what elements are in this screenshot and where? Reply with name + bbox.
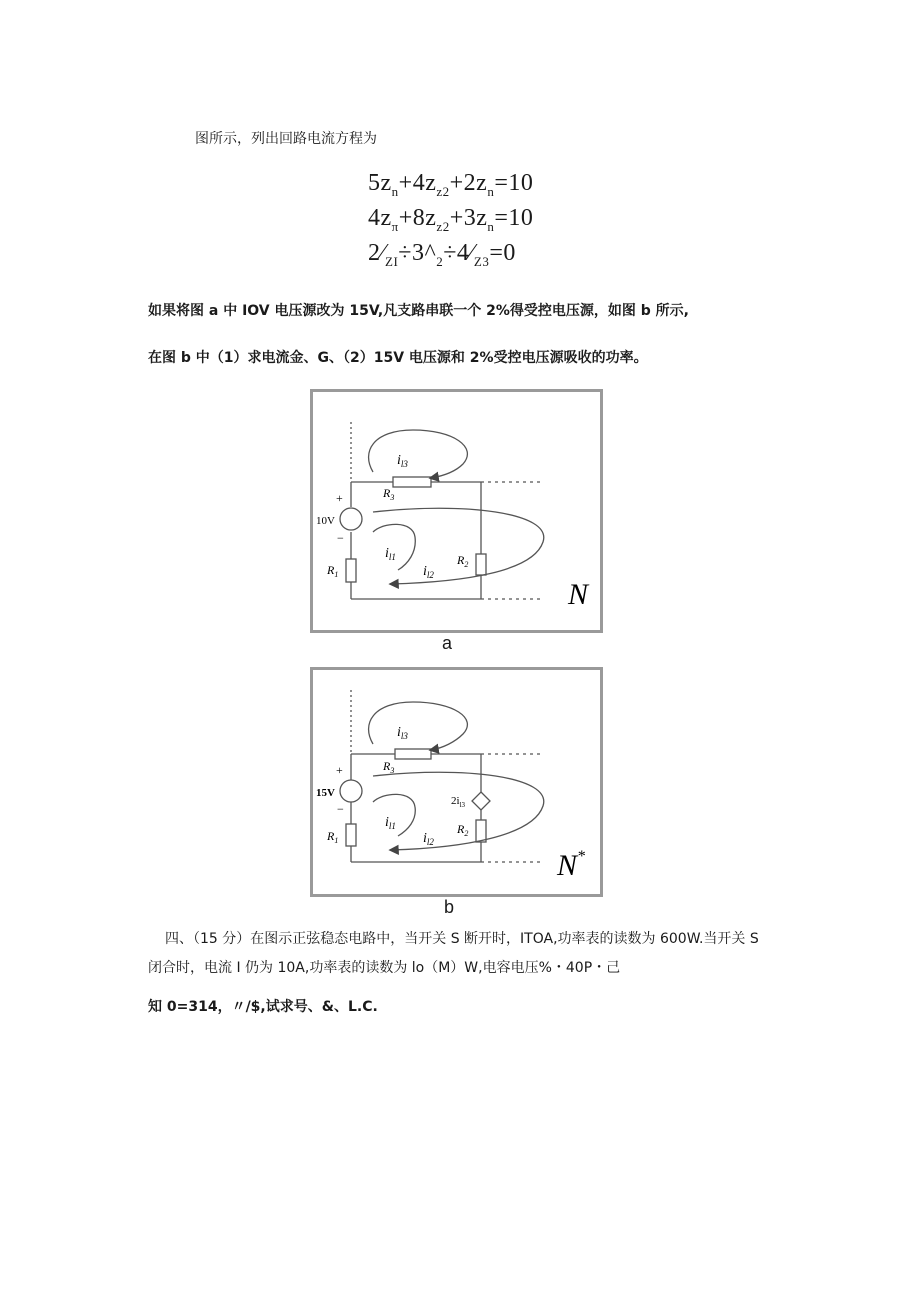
loop-l2-label: $i_{l2}$ [423,564,434,580]
r1-box [346,824,356,846]
loop-l1-label: $i_{l1}$ [385,546,396,562]
figure-b [310,667,603,897]
paragraph-1: 如果将图 a 中 IOV 电压源改为 15V,凡支路串联一个 2%得受控电压源，如图 b 所示, [148,303,689,319]
question-4-line-3: 知 0=314，〃/$,试求号、&、L.C. [148,999,378,1015]
r3-box [395,749,431,759]
plus-sign: + [336,763,343,777]
r3-label: $R_3$ [383,486,395,502]
circuit-a [313,392,600,630]
minus-sign: − [337,531,344,545]
r1-label: $R_1$ [327,829,339,845]
r2-box [476,820,486,842]
loop-l3-arrow [369,702,468,750]
voltage-source-circle [340,508,362,530]
loop-l2-arrow [373,772,544,850]
r2-label: $R_2$ [457,553,469,569]
r3-box [393,477,431,487]
question-4-line-2: 闭合时，电流 I 仍为 10A,功率表的读数为 lo（M）W,电容电压%・40P・己 [148,960,621,976]
circuit-b [313,670,600,894]
question-4-line-1: 四、（15 分）在图示正弦稳态电路中，当开关 S 断开时，ITOA,功率表的读数为 600W.当开关 S [165,931,759,947]
r3-label: $R_3$ [383,759,395,775]
source-label: 10V [316,515,335,527]
loop-l1-label: $i_{l1}$ [385,815,396,831]
minus-sign: − [337,802,344,816]
dependent-source-diamond [472,792,490,810]
plus-sign: + [336,491,343,505]
loop-l1-arrow [373,524,415,570]
loop-l2-arrow [373,508,544,584]
r2-label: $R_2$ [457,822,469,838]
intro-text: 图所示，列出回路电流方程为 [195,131,377,147]
equation-1: $5z_n+4z_{z2}+2z_n=10$ [368,170,534,199]
r1-box [346,559,356,582]
loop-l2-label: $i_{l2}$ [423,831,434,847]
voltage-source-circle [340,780,362,802]
r1-label: $R_1$ [327,563,339,579]
network-label: N [568,578,589,611]
dependent-source-label: $2i_{l3}$ [451,795,466,809]
r2-box [476,554,486,575]
loop-l3-label: $i_{l3}$ [397,453,408,469]
paragraph-2: 在图 b 中（1）求电流金、G、（2）15V 电压源和 2%受控电压源吸收的功率。 [148,350,648,366]
figure-b-caption: b [444,897,455,917]
loop-l3-label: $i_{l3}$ [397,725,408,741]
loop-l3-arrow [369,430,468,478]
figure-a [310,389,603,633]
equation-2: $4z_\pi+8z_{z2}+3z_n=10$ [368,205,534,234]
source-label: 15V [316,787,335,799]
network-label: N* [557,848,586,882]
figure-a-caption: a [442,633,453,653]
equation-3: $2⁄_{ZI}\div 3\^{}_2\div 4⁄_{Z3}=0$ [368,240,516,269]
